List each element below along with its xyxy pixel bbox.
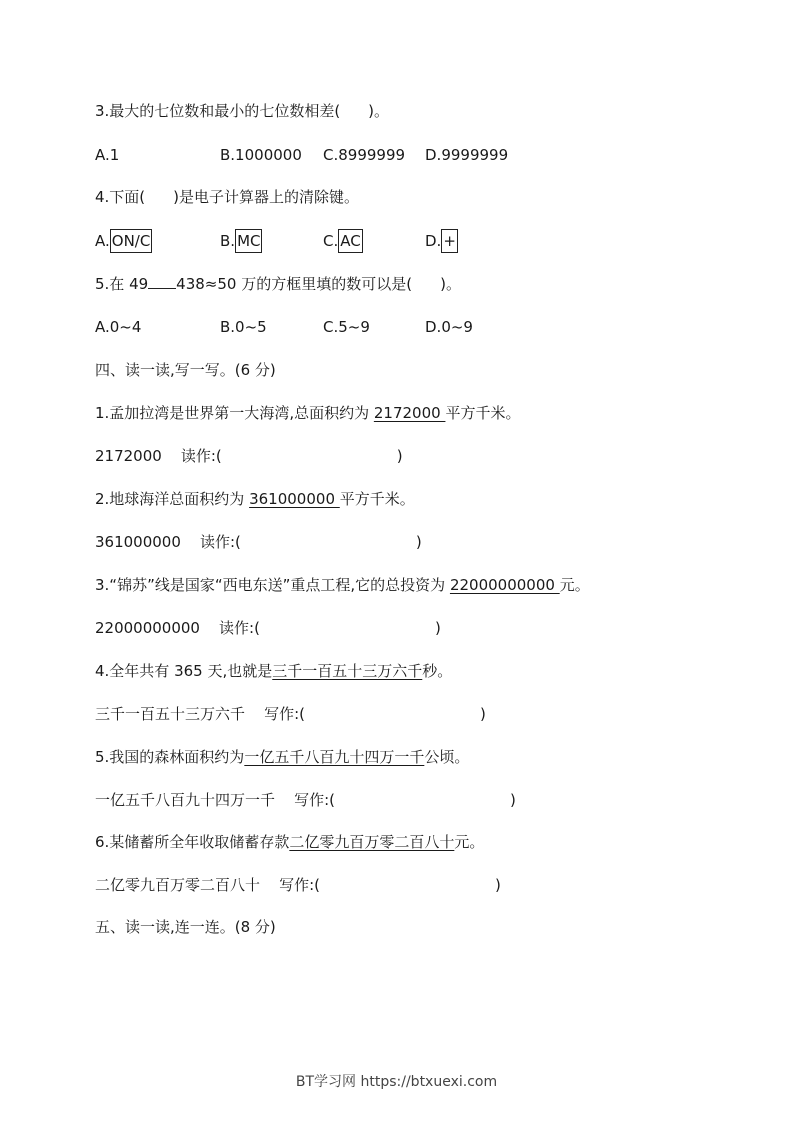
s4-item6-answer-label: 二亿零九百万零二百八十 写作:( <box>95 876 320 894</box>
q4-option-c-prefix: C. <box>323 232 339 250</box>
s4-item2-answer-label: 361000000 读作:( <box>95 533 241 551</box>
s4-item6-post: 元。 <box>454 833 485 851</box>
q5-option-d: D.0~9 <box>425 318 473 336</box>
s4-item5-post: 公顷。 <box>424 748 470 766</box>
s4-item1-close: ) <box>396 447 403 465</box>
s4-item3-answer-label: 22000000000 读作:( <box>95 619 260 637</box>
s4-item6-pre: 6.某储蓄所全年收取储蓄存款 <box>95 833 290 851</box>
q3-stem <box>95 101 389 121</box>
s4-item4-pre: 4.全年共有 365 天,也就是 <box>95 662 273 680</box>
q3-option-b: B.1000000 <box>220 146 302 164</box>
s4-item5-pre: 5.我国的森林面积约为 <box>95 748 245 766</box>
section5-title: 五、读一读,连一连。(8 分) <box>95 918 276 936</box>
s4-item3 <box>95 575 590 595</box>
s4-item1-answer-label: 2172000 读作:( <box>95 447 222 465</box>
q5-stem-b: 438≈50 万的方框里填的数可以是( <box>176 275 413 293</box>
q4-option-d <box>425 229 458 253</box>
s4-item1-post: 平方千米。 <box>445 404 521 422</box>
q4-stem-text: 4.下面( <box>95 188 146 206</box>
q4-option-c <box>323 229 363 253</box>
s4-item2-answer <box>95 532 422 552</box>
q4-option-a-prefix: A. <box>95 232 110 250</box>
q5-option-a: A.0~4 <box>95 318 142 336</box>
s4-item2-underlined: 361000000 <box>249 490 340 508</box>
s4-item2-close: ) <box>415 533 422 551</box>
q4-option-d-key: + <box>441 229 458 253</box>
s4-item3-close: ) <box>434 619 441 637</box>
q3-option-c: C.8999999 <box>323 146 406 164</box>
s4-item3-pre: 3.“锦苏”线是国家“西电东送”重点工程,它的总投资为 <box>95 576 450 594</box>
s4-item4 <box>95 661 452 681</box>
s4-item6-answer <box>95 875 501 895</box>
s4-item4-close: ) <box>479 705 486 723</box>
q5-option-c: C.5~9 <box>323 318 370 336</box>
q4-option-b-key: MC <box>235 229 262 253</box>
q5-stem <box>95 274 461 294</box>
q3-option-d: D.9999999 <box>425 146 509 164</box>
s4-item4-answer-label: 三千一百五十三万六千 写作:( <box>95 705 305 723</box>
q4-option-b <box>220 229 262 253</box>
q4-option-a-key: ON/C <box>110 229 153 253</box>
q5-option-b: B.0~5 <box>220 318 267 336</box>
s4-item6 <box>95 832 484 852</box>
q3-option-a: A.1 <box>95 146 120 164</box>
s4-item4-answer <box>95 704 486 724</box>
s4-item2 <box>95 489 415 509</box>
s4-item2-pre: 2.地球海洋总面积约为 <box>95 490 250 508</box>
s4-item2-post: 平方千米。 <box>339 490 415 508</box>
s4-item5-underlined: 一亿五千八百九十四万一千 <box>244 748 425 766</box>
s4-item1-underlined: 2172000 <box>373 404 446 422</box>
s4-item5 <box>95 747 469 767</box>
footer-watermark: BT学习网 https://btxuexi.com <box>295 1074 498 1090</box>
s4-item3-answer <box>95 618 441 638</box>
s4-item5-close: ) <box>509 791 516 809</box>
s4-item5-answer <box>95 790 516 810</box>
q4-stem <box>95 187 359 207</box>
s4-item6-underlined: 二亿零九百万零二百八十 <box>289 833 455 851</box>
s4-item3-underlined: 22000000000 <box>449 576 560 594</box>
s4-item1-answer <box>95 446 403 466</box>
q4-option-d-prefix: D. <box>425 232 442 250</box>
s4-item5-answer-label: 一亿五千八百九十四万一千 写作:( <box>95 791 335 809</box>
q4-stem-end: )是电子计算器上的清除键。 <box>173 188 360 206</box>
q5-stem-end: )。 <box>440 275 461 293</box>
s4-item4-underlined: 三千一百五十三万六千 <box>272 662 423 680</box>
q3-stem-end: )。 <box>368 102 390 120</box>
s4-item1 <box>95 403 520 423</box>
s4-item1-pre: 1.孟加拉湾是世界第一大海湾,总面积约为 <box>95 404 374 422</box>
s4-item4-post: 秒。 <box>422 662 453 680</box>
q4-option-a <box>95 229 152 253</box>
q5-blank <box>148 274 176 289</box>
s4-item3-post: 元。 <box>559 576 590 594</box>
q3-stem-text: 3.最大的七位数和最小的七位数相差( <box>95 102 341 120</box>
q5-stem-a: 5.在 49 <box>95 275 149 293</box>
s4-item6-close: ) <box>494 876 501 894</box>
section4-title: 四、读一读,写一写。(6 分) <box>95 361 276 379</box>
q4-option-c-key: AC <box>338 229 362 253</box>
q4-option-b-prefix: B. <box>220 232 236 250</box>
